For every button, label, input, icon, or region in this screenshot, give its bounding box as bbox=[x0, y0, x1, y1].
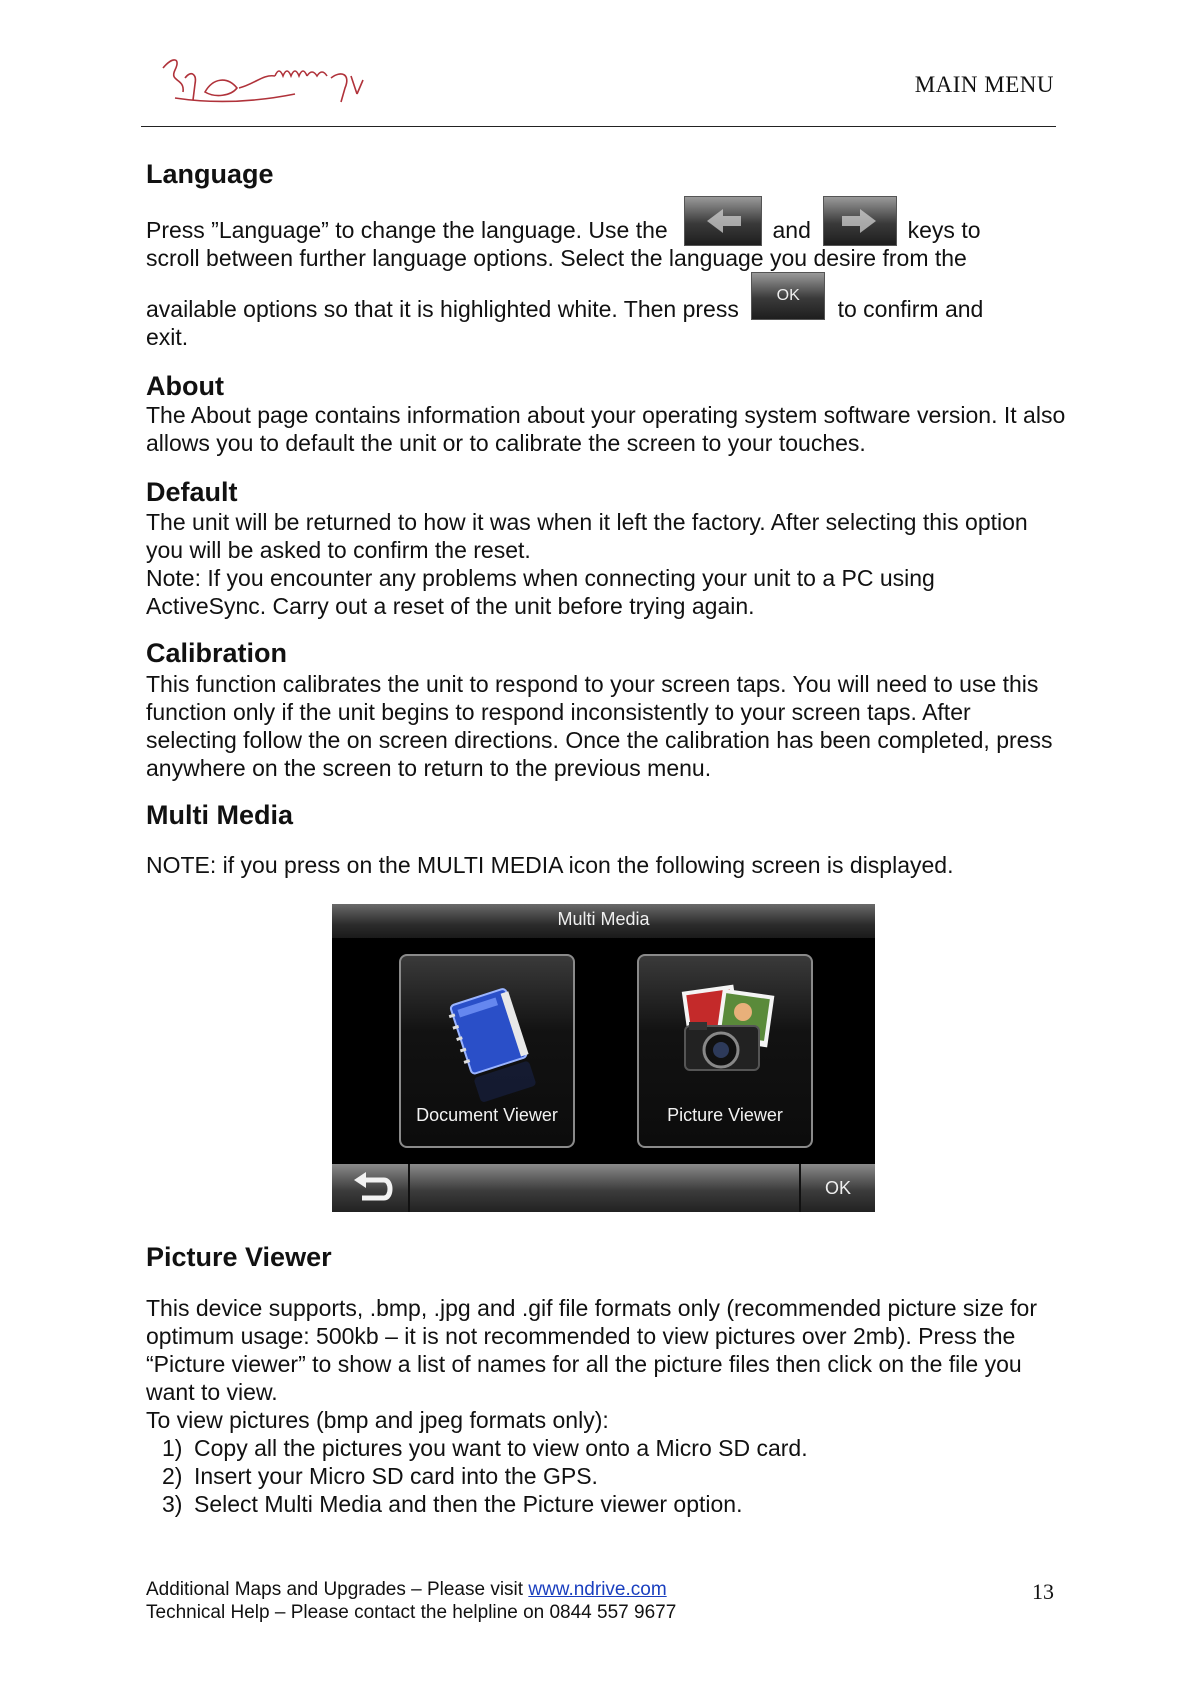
step-text: Insert your Micro SD card into the GPS. bbox=[194, 1463, 598, 1489]
footer-line-2: Technical Help – Please contact the helpline on 0844 557 9677 bbox=[146, 1602, 677, 1623]
language-text-1: Press ”Language” to change the language. Use the bbox=[146, 217, 668, 243]
multimedia-bottom-bar bbox=[332, 1164, 875, 1212]
step-text: Select Multi Media and then the Picture viewer option. bbox=[194, 1491, 743, 1517]
step-number: 3) bbox=[162, 1491, 183, 1517]
picture-viewer-intro: To view pictures (bmp and jpeg formats only): bbox=[146, 1407, 609, 1433]
right-arrow-key-image bbox=[823, 196, 897, 246]
left-arrow-key-image bbox=[684, 196, 762, 246]
ndrive-link[interactable]: www.ndrive.com bbox=[528, 1579, 667, 1600]
multimedia-note: NOTE: if you press on the MULTI MEDIA icon the following screen is displayed. bbox=[146, 852, 954, 878]
default-note: Note: If you encounter any problems when connecting your unit to a PC using ActiveSync. Carry out a reset of the unit before trying again. bbox=[146, 565, 935, 619]
about-text: The About page contains information about your operating system software version. It also allows you to default the unit or to calibrate the screen to your touches. bbox=[146, 402, 1066, 456]
camera-photos-icon bbox=[639, 966, 811, 1106]
picture-viewer-heading: Picture Viewer bbox=[146, 1242, 332, 1272]
ok-button[interactable]: OK bbox=[799, 1164, 875, 1212]
language-text-and: and bbox=[772, 217, 811, 243]
language-text-confirm: to confirm and bbox=[837, 296, 984, 322]
language-line-1 bbox=[146, 216, 981, 246]
default-heading: Default bbox=[146, 477, 238, 507]
calibration-heading: Calibration bbox=[146, 638, 288, 668]
language-text-keys: keys to bbox=[907, 217, 981, 243]
multimedia-screen-title: Multi Media bbox=[332, 904, 875, 938]
list-item bbox=[146, 1434, 1046, 1462]
back-arrow-icon bbox=[332, 1164, 408, 1212]
ok-key-image: OK bbox=[751, 272, 825, 320]
language-text-press: available options so that it is highlighted white. Then press bbox=[146, 296, 739, 322]
document-viewer-tile[interactable] bbox=[399, 954, 575, 1148]
about-heading: About bbox=[146, 371, 224, 401]
document-viewer-label: Document Viewer bbox=[416, 1105, 558, 1125]
picture-viewer-text: This device supports, .bmp, .jpg and .gif file formats only (recommended picture size for optimum usage: 500kb – it is not recommended to view pictures over 2mb). Press the “Picture viewer” to show a list of names for all the picture files then click on the file you want to view. bbox=[146, 1295, 1038, 1405]
picture-viewer-steps bbox=[146, 1434, 1046, 1518]
header-divider bbox=[141, 126, 1056, 127]
language-line-2: scroll between further language options. Select the language you desire from the bbox=[146, 245, 967, 271]
step-text: Copy all the pictures you want to view onto a Micro SD card. bbox=[194, 1435, 808, 1461]
section-title: MAIN MENU bbox=[914, 72, 1054, 97]
right-arrow-icon bbox=[824, 197, 896, 245]
footer-upgrades-text: Additional Maps and Upgrades – Please visit bbox=[146, 1579, 524, 1600]
calibration-text: This function calibrates the unit to respond to your screen taps. You will need to use this function only if the unit begins to respond inconsistently to your screen taps. After selecting follow the on screen directions. Once the calibration has been completed, press anywhere on the screen to return to the previous menu. bbox=[146, 671, 1053, 781]
multimedia-heading: Multi Media bbox=[146, 800, 293, 830]
list-item bbox=[146, 1490, 1046, 1518]
step-number: 1) bbox=[162, 1435, 183, 1461]
back-button[interactable] bbox=[332, 1164, 410, 1212]
document-book-icon bbox=[401, 966, 573, 1106]
picture-viewer-label: Picture Viewer bbox=[667, 1105, 783, 1125]
page-number: 13 bbox=[1032, 1579, 1054, 1604]
multimedia-screenshot bbox=[332, 904, 875, 1212]
footer-line-1 bbox=[146, 1578, 667, 1601]
brand-logo bbox=[155, 48, 370, 110]
default-text: The unit will be returned to how it was when it left the factory. After selecting this option you will be asked to confirm the reset. bbox=[146, 509, 1028, 563]
picture-viewer-tile[interactable] bbox=[637, 954, 813, 1148]
language-line-3 bbox=[146, 286, 984, 323]
left-arrow-icon bbox=[685, 197, 761, 245]
language-line-4: exit. bbox=[146, 324, 189, 350]
list-item bbox=[146, 1462, 1046, 1490]
language-heading: Language bbox=[146, 159, 274, 189]
step-number: 2) bbox=[162, 1463, 183, 1489]
